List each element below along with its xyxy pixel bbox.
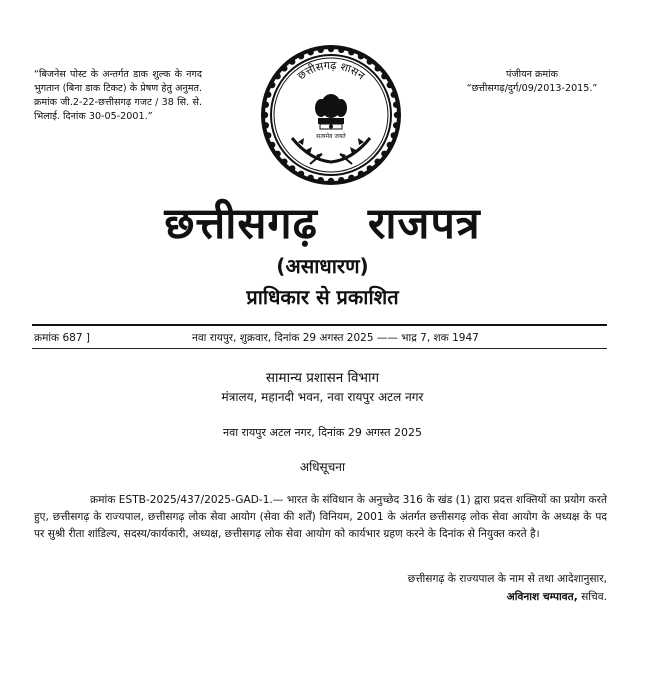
emblem-scallop: [381, 151, 387, 157]
notification-body: क्रमांक ESTB-2025/437/2025-GAD-1.— भारत के संविधान के अनुच्छेद 316 के खंड (1) द्वारा प्रदत्त शक्तियों का प्रयोग करते हुए, छत्तीसगढ़ के राज्यपाल, छत्तीसगढ़ लोक सेवा आयोग (सेवा की शर्तें) विनियम, 2001 के अंतर्गत छत्तीसगढ़ लोक सेवा आयोग के अध्यक्ष के पद पर सुश्री रीता शांडिल्य, सदस्य/कार्यकारी, अध्यक्ष, छत्तीसगढ़ लोक सेवा आयोग को कार्यभार ग्रहण करने के दिनांक से नियुक्त करते है।: [34, 494, 607, 540]
notification-title: अधिसूचना: [299, 460, 346, 474]
by-order-line: छत्तीसगढ़ के राज्यपाल के नाम से तथा आदेशानुसार,: [407, 573, 607, 585]
emblem-scallop: [338, 177, 344, 183]
emblem-scallop: [338, 47, 344, 53]
emblem-scallop: [348, 175, 354, 181]
header-rule-top: [32, 324, 607, 326]
emblem-motto: सत्यमेव जयते: [316, 133, 346, 140]
emblem-scallop: [274, 151, 280, 157]
emblem-scallop: [298, 53, 304, 59]
emblem-scallop: [269, 82, 275, 88]
registration-label: पंजीयन क्रमांक: [506, 69, 558, 80]
edition-label: (असाधारण): [276, 254, 369, 278]
department-address: मंत्रालय, महानदी भवन, नवा रायपुर अटल नगर: [221, 390, 424, 404]
emblem-scallop: [317, 47, 323, 53]
signatory: [290, 590, 607, 604]
header-rule-bottom: [32, 348, 607, 349]
emblem-scallop: [307, 49, 313, 55]
department-name: सामान्य प्रशासन विभाग: [265, 370, 380, 386]
emblem-scallop: [391, 132, 397, 138]
issue-date-line: नवा रायपुर, शुक्रवार, दिनांक 29 अगस्त 2025 —— भाद्र 7, शक 1947: [192, 332, 479, 344]
emblem-scallop: [265, 132, 271, 138]
postal-notice: “बिजनेस पोस्ट के अन्तर्गत डाक शुल्क के नगद भुगतान (बिना डाक टिकट) के प्रेषण हेतु अनुमत. क्रमांक जी.2-22-छत्तीसगढ़ गजट / 38 सि. से. भिलाई. दिनांक 30-05-2001.”: [34, 69, 202, 122]
emblem-scallop: [298, 171, 304, 177]
registration-number: “छत्तीसगढ़/दुर्ग/09/2013-2015.”: [466, 83, 598, 94]
emblem-scallop: [367, 165, 373, 171]
emblem-scallop: [374, 158, 380, 164]
emblem-scallop: [263, 122, 269, 128]
emblem-scallop: [328, 178, 334, 184]
emblem-scallop: [262, 112, 268, 118]
signatory-name: अविनाश चम्पावत,: [506, 591, 578, 603]
emblem-scallop: [269, 142, 275, 148]
registration-block: [447, 68, 617, 96]
emblem-scallop: [281, 158, 287, 164]
emblem-scallop: [374, 65, 380, 71]
emblem-scallop: [289, 165, 295, 171]
emblem-scallop: [281, 65, 287, 71]
emblem-scallop: [393, 122, 399, 128]
masthead-state: छत्तीसगढ़: [164, 199, 318, 249]
emblem-scallop: [317, 177, 323, 183]
emblem-scallop: [367, 58, 373, 64]
signatory-title: सचिव.: [581, 591, 607, 603]
emblem-scallop: [381, 73, 387, 79]
emblem-scallop: [274, 73, 280, 79]
authority-label: प्राधिकार से प्रकाशित: [246, 285, 399, 309]
emblem-scallop: [265, 91, 271, 97]
masthead-gazette: राजपत्र: [367, 199, 481, 249]
emblem-scallop: [307, 175, 313, 181]
notice-place-date: नवा रायपुर अटल नगर, दिनांक 29 अगस्त 2025: [223, 426, 422, 439]
issue-number: क्रमांक 687 ]: [34, 332, 90, 344]
emblem-scallop: [289, 58, 295, 64]
emblem-scallop: [393, 101, 399, 107]
emblem-scallop: [387, 142, 393, 148]
emblem-scallop: [328, 46, 334, 52]
emblem-scallop: [263, 101, 269, 107]
emblem-scallop: [348, 49, 354, 55]
emblem-scallop: [391, 91, 397, 97]
emblem-ring-text: छत्तीसगढ़ शासन: [294, 58, 368, 83]
emblem-scallop: [387, 82, 393, 88]
emblem-scallop: [394, 112, 400, 118]
emblem-scallop: [358, 53, 364, 59]
emblem-scallop: [358, 171, 364, 177]
state-emblem-icon: [258, 42, 404, 188]
gazette-masthead: [0, 192, 645, 251]
